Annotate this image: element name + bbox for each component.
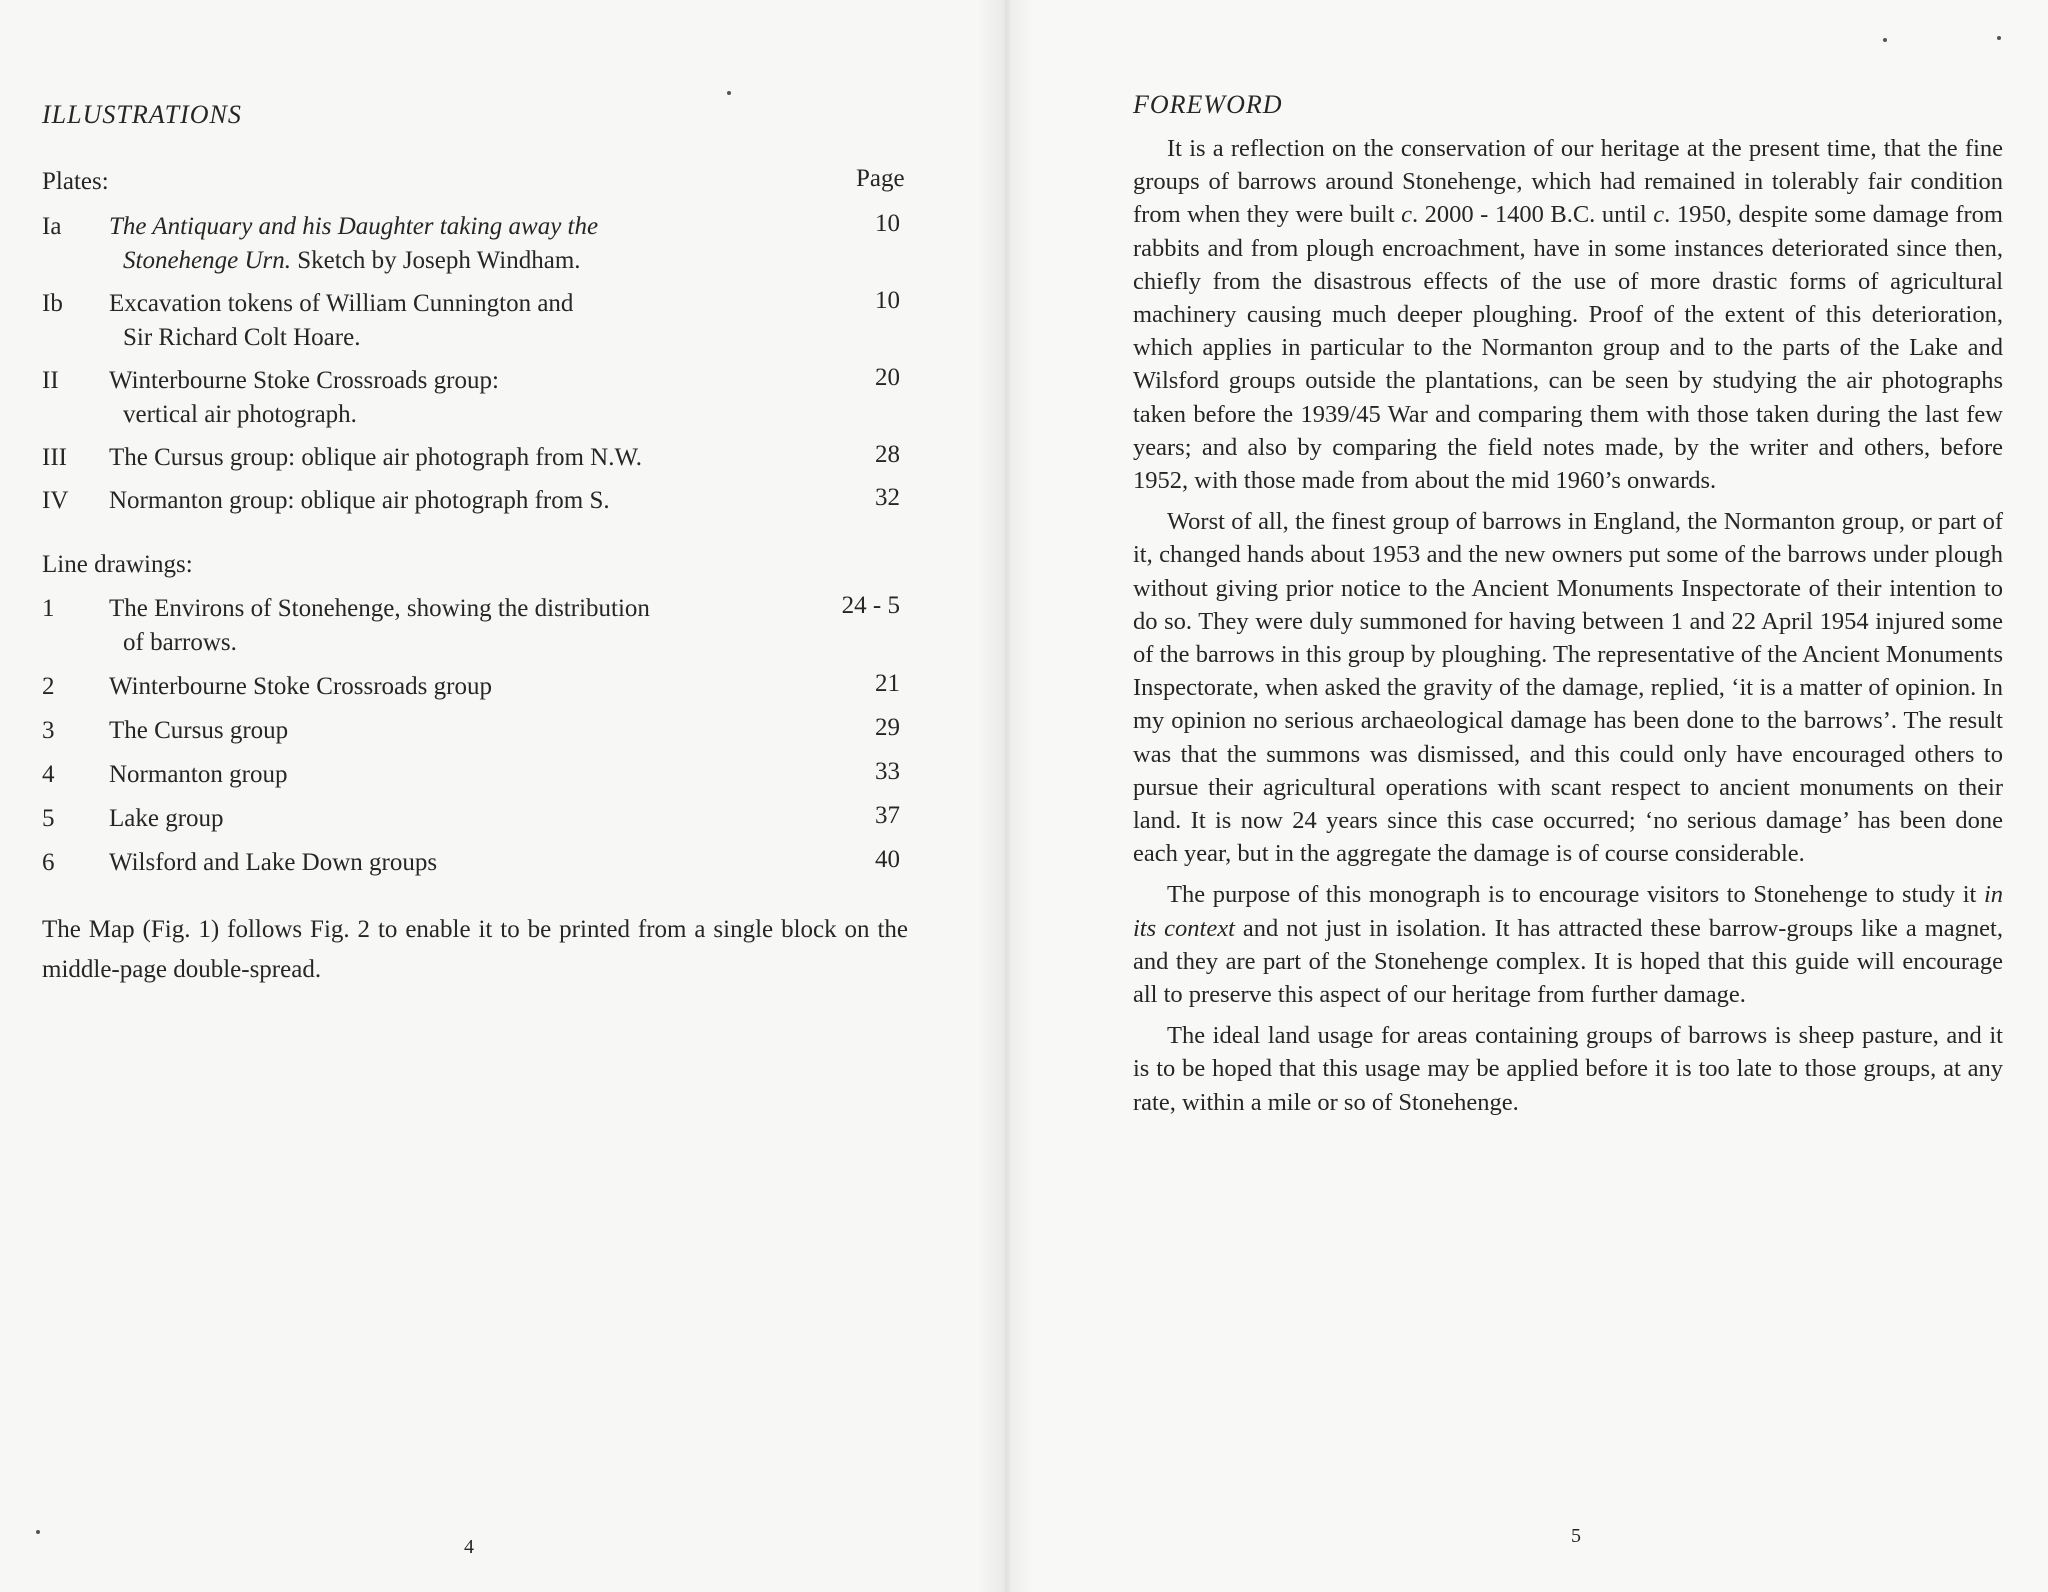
drawing-page-number: 33 <box>875 758 900 785</box>
print-speck <box>36 1530 40 1534</box>
illustrations-heading: ILLUSTRATIONS <box>42 100 242 129</box>
drawing-number: 1 <box>42 595 55 622</box>
drawing-title: Wilsford and Lake Down groups <box>109 849 438 876</box>
foreword-paragraph-2: Worst of all, the finest group of barrows in England, the Normanton group, or part of it, changed hands about 1953 and the new owners put some of the barrows under plough without giving prior notice to the Ancient Monuments Inspectorate of their intention to do so. They were duly summoned for having between 1 and 22 April 1954 injured some of the barrows in this group by ploughing. The representative of the Ancient Monuments Inspectorate, when asked the gravity of the damage, replied, ‘it is a matter of opinion. In my opinion no serious archaeological damage has been done to the barrows’. The result was that the summons was dismissed, and this could only have encouraged others to pursue their agricultural operations with scant respect to ancient monuments on their land. It is now 24 years since this case occurred; ‘no serious damage’ has been done each year, but in the aggregate the damage is of course considerable. <box>1133 508 2003 868</box>
plate-title <box>109 210 749 278</box>
plate-title <box>109 364 749 432</box>
drawing-title: Winterbourne Stoke Crossroads group <box>109 673 492 700</box>
page-number-right: 5 <box>1571 1525 1581 1547</box>
book-gutter-shadow <box>978 0 1034 1592</box>
foreword-body <box>1133 132 2003 1127</box>
circa-abbrev: c <box>1653 201 1665 229</box>
plate-number: Ia <box>42 213 62 240</box>
plate-title-line1: Winterbourne Stoke Crossroads group: <box>109 367 499 394</box>
plate-number: III <box>42 444 67 471</box>
plate-number: II <box>42 367 59 394</box>
print-speck <box>727 91 731 95</box>
foreword-paragraph-3 <box>1133 878 2003 1011</box>
plate-page-number: 10 <box>875 287 900 314</box>
drawing-title-line1: The Environs of Stonehenge, showing the distribution <box>109 595 650 622</box>
drawing-title: Lake group <box>109 805 224 832</box>
plate-title: The Cursus group: oblique air photograph from N.W. <box>109 444 643 471</box>
plate-page-number: 28 <box>875 441 900 468</box>
drawing-number: 5 <box>42 805 55 832</box>
drawing-page-number: 37 <box>875 802 900 829</box>
map-note: The Map (Fig. 1) follows Fig. 2 to enable it to be printed from a single block on the middle-page double-spread. <box>42 916 908 983</box>
plate-number: Ib <box>42 290 63 317</box>
plate-title: Normanton group: oblique air photograph from S. <box>109 487 610 514</box>
foreword-p3-text-a: The purpose of this monograph is to encourage visitors to Stonehenge to study it <box>1167 881 1984 909</box>
drawing-page-number: 40 <box>875 846 900 873</box>
plate-title-rest: Sketch by Joseph Windham. <box>291 247 581 274</box>
page-column-heading: Page <box>856 165 905 192</box>
plate-title-line2: Stonehenge Urn. <box>123 247 292 274</box>
plates-label: Plates: <box>42 168 109 195</box>
drawing-page-number: 24 - 5 <box>841 592 900 619</box>
drawing-number: 6 <box>42 849 55 876</box>
drawing-title-line2: of barrows. <box>123 629 237 656</box>
drawing-number: 4 <box>42 761 55 788</box>
foreword-p1-text-b: . 2000 - 1400 B.C. until <box>1411 201 1654 229</box>
drawing-title: The Cursus group <box>109 717 289 744</box>
plate-title-line2: Sir Richard Colt Hoare. <box>123 324 361 351</box>
drawing-title <box>109 592 749 660</box>
left-page <box>0 0 1010 1592</box>
drawing-number: 3 <box>42 717 55 744</box>
foreword-p1-text-a: It is a reflection on the conservation of our heritage at the present time, that the fine groups of barrows around Stonehenge, which had remained in tolerably fair condition from when they were built <box>1133 135 2003 229</box>
drawing-title: Normanton group <box>109 761 288 788</box>
print-speck <box>1997 36 2001 40</box>
plate-page-number: 32 <box>875 484 900 511</box>
drawing-page-number: 21 <box>875 670 900 697</box>
plate-title <box>109 287 749 355</box>
foreword-p3-text-b: and not just in isolation. It has attracted these barrow-groups like a magnet, and they are part of the Stonehenge complex. It is hoped that this guide will encourage all to preserve this aspect of our heritage from further damage. <box>1133 914 2003 1009</box>
foreword-p3-emphasis: in its context <box>1133 881 2003 942</box>
plate-title-line1: The Antiquary and his Daughter taking away the <box>109 213 599 240</box>
drawing-number: 2 <box>42 673 55 700</box>
foreword-paragraph-1 <box>1133 132 2003 497</box>
circa-abbrev: c <box>1401 201 1412 229</box>
line-drawings-label: Line drawings: <box>42 551 193 578</box>
plate-title-line1: Excavation tokens of William Cunnington and <box>109 290 574 317</box>
plate-title-line2: vertical air photograph. <box>123 401 357 428</box>
plate-page-number: 10 <box>875 210 900 237</box>
foreword-heading: FOREWORD <box>1133 90 1283 119</box>
foreword-p1-text-c: . 1950, despite some damage from rabbits and from plough encroachment, have in some instances deteriorated since then, chiefly from the disastrous effects of the use of more drastic forms of agricultural machinery causing much deeper ploughing. Proof of the extent of this deterioration, which applies in particular to the Normanton group and to the parts of the Lake and Wilsford groups outside the plantations, can be seen by studying the air photographs taken before the 1939/45 War and comparing them with those taken during the last few years; and also by comparing the field notes made, by the writer and others, before 1952, with those made from about the mid 1960’s onwards. <box>1133 201 2003 495</box>
print-speck <box>1883 38 1887 42</box>
page-number-left: 4 <box>464 1536 474 1558</box>
drawing-page-number: 29 <box>875 714 900 741</box>
plate-page-number: 20 <box>875 364 900 391</box>
foreword-paragraph-4: The ideal land usage for areas containing groups of barrows is sheep pasture, and it is to be hoped that this usage may be applied before it is too late to those groups, at any rate, within a mile or so of Stonehenge. <box>1133 1022 2003 1116</box>
plate-number: IV <box>42 487 69 514</box>
